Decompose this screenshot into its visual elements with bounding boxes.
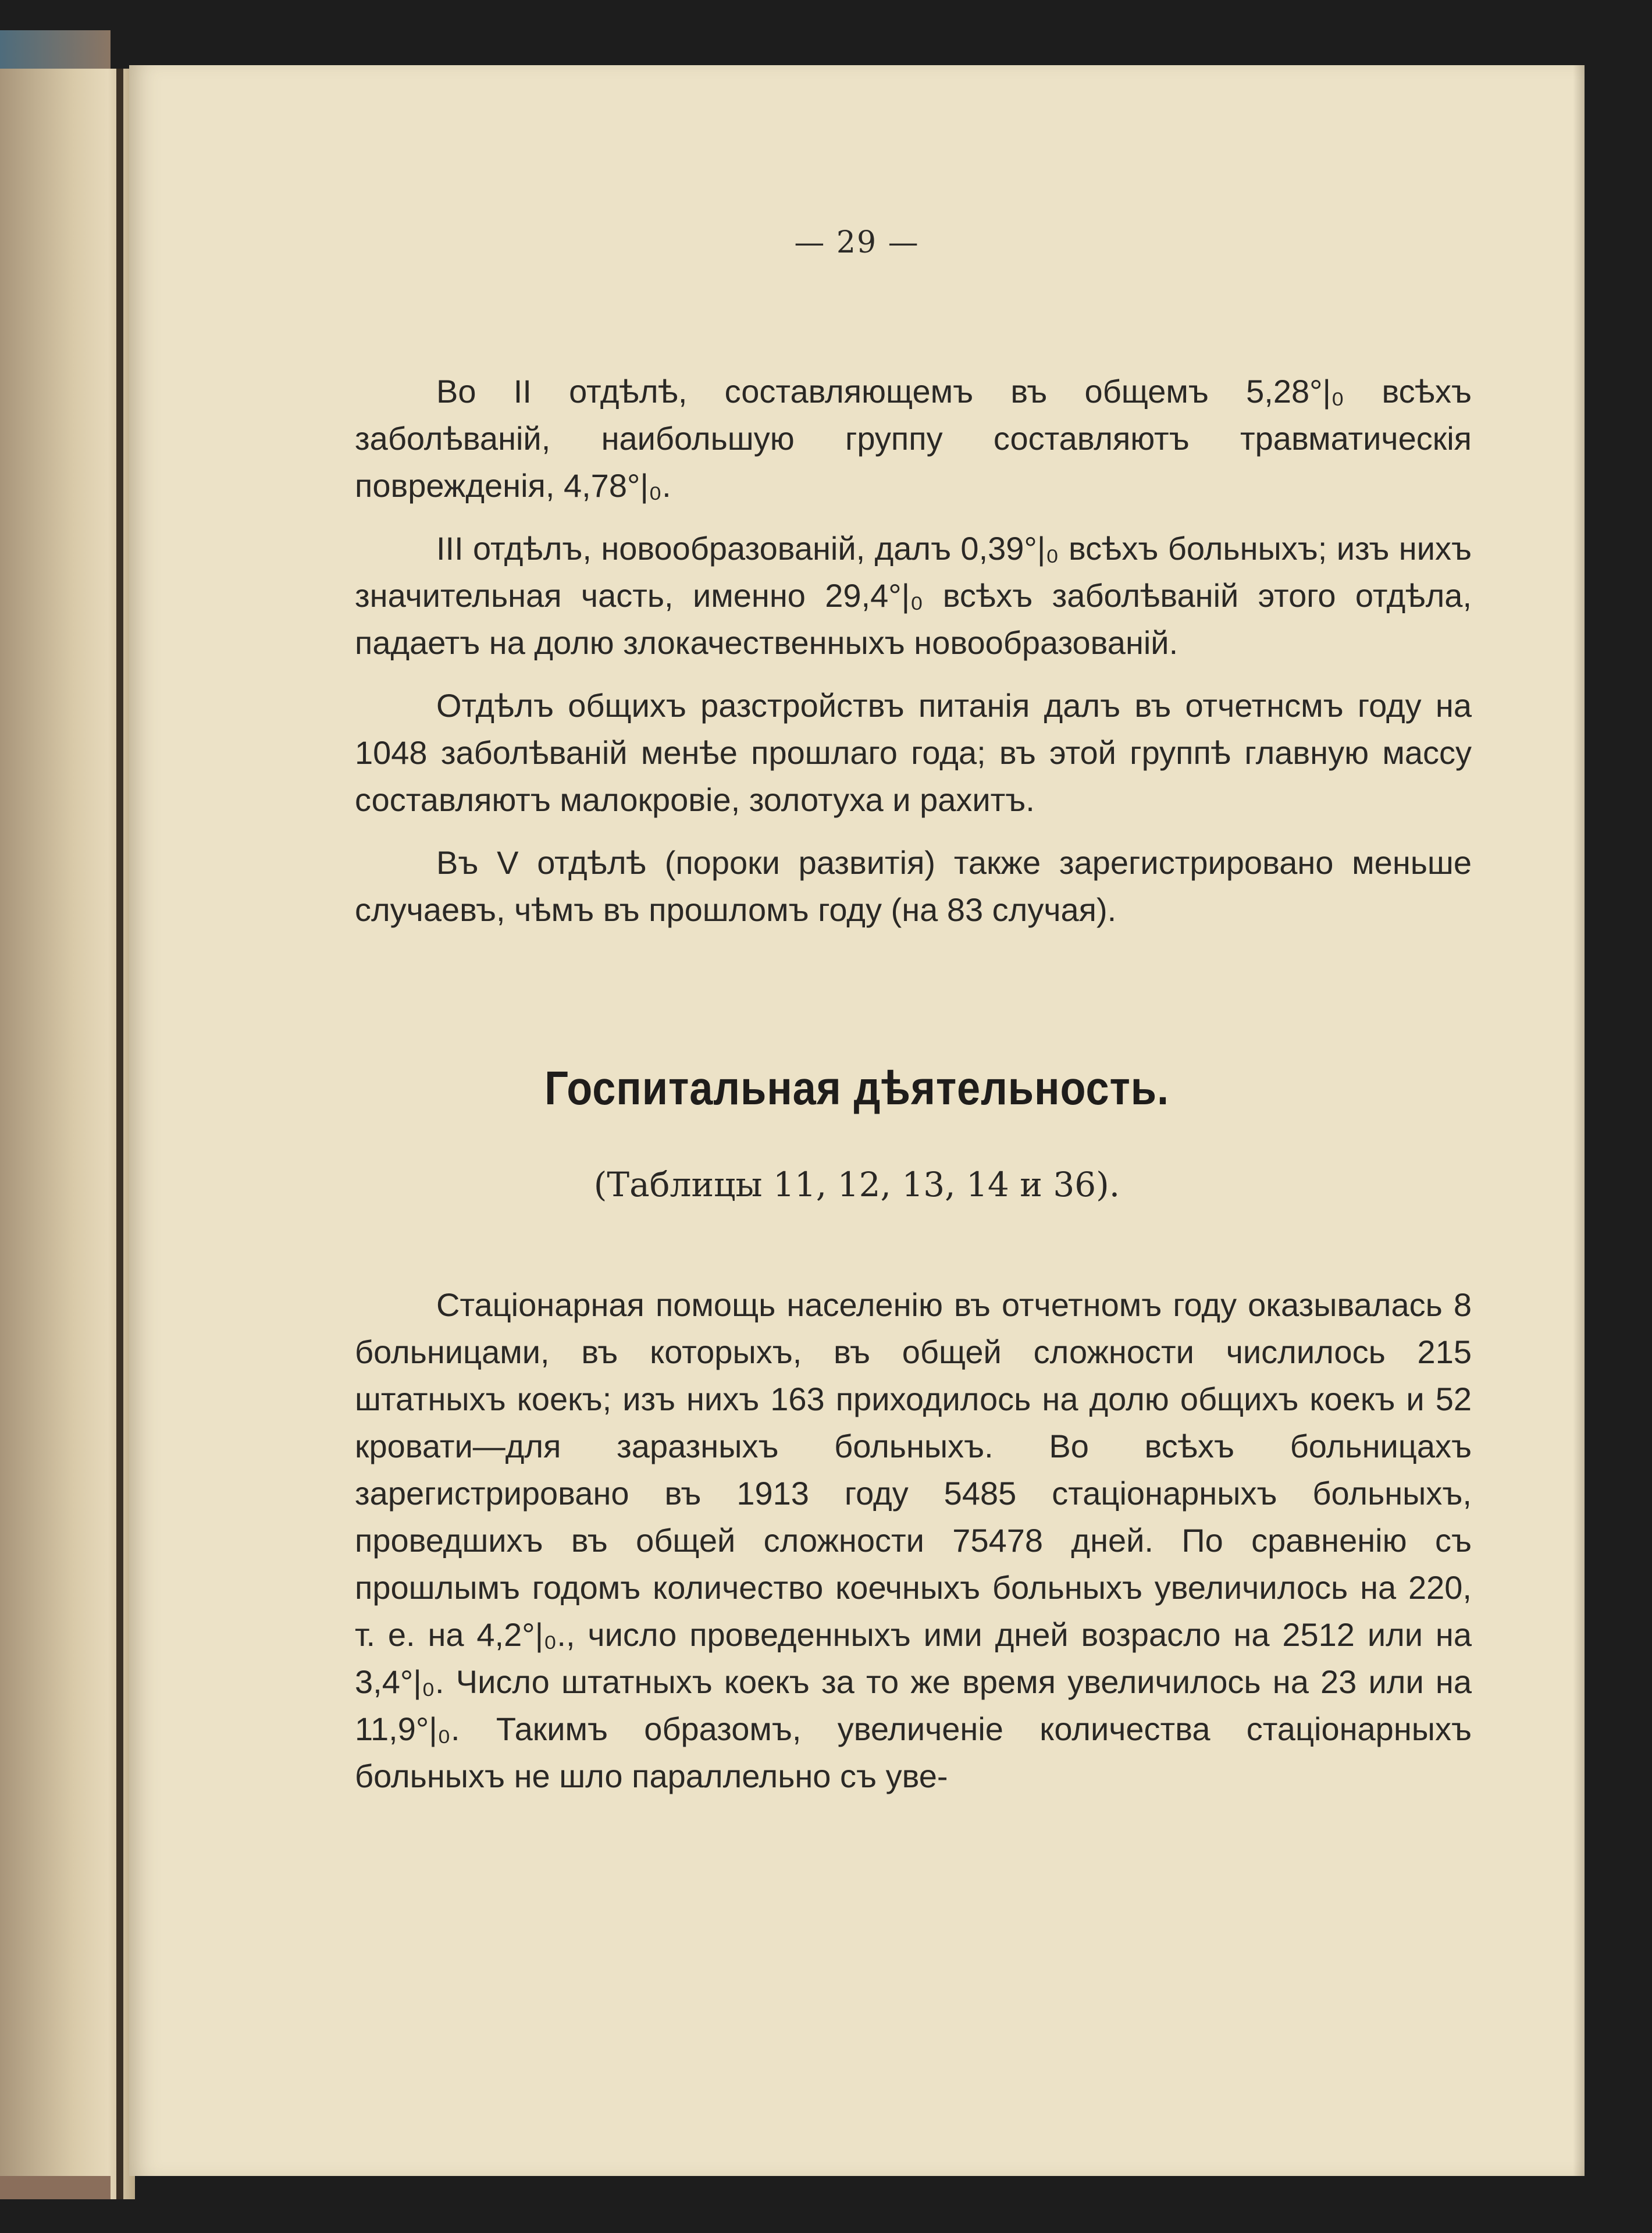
paragraph: Отдѣлъ общихъ разстройствъ питанія далъ въ отчетнсмъ году на 1048 заболѣваній менѣе прошлаго года; въ этой группѣ главную массу составляютъ малокровіе, золотуха и рахитъ. <box>355 687 1472 818</box>
paragraph: III отдѣлъ, новообразованій, далъ 0,39°|₀ всѣхъ больныхъ; изъ нихъ значительная часть, именно 29,4°|₀ всѣхъ заболѣваній этого отдѣла, падаетъ на долю злокачественныхъ новообразованій. <box>355 530 1472 661</box>
text-block-bottom <box>355 1281 1472 1800</box>
document-page <box>129 65 1585 2176</box>
text-block-top <box>355 368 1472 933</box>
section-subheading: (Таблицы 11, 12, 13, 14 и 36). <box>593 1165 1120 1204</box>
paragraph: Въ V отдѣлѣ (пороки развитія) также зарегистрировано меньше случаевъ, чѣмъ въ прошломъ году (на 83 случая). <box>355 844 1472 928</box>
facing-page-edge <box>0 69 135 2199</box>
page-number: — 29 — <box>794 225 920 260</box>
book-top-edge <box>0 30 111 69</box>
paragraph: Стаціонарная помощь населенію въ отчетномъ году оказывалась 8 больницами, въ которыхъ, въ общей сложности числилось 215 штатныхъ коекъ; изъ нихъ 163 приходилось на долю общихъ коекъ и 52 кровати—для заразныхъ больныхъ. Во всѣхъ больницахъ зарегистрировано въ 1913 году 5485 стаціонарныхъ больныхъ, проведшихъ въ общей сложности 75478 дней. По сравненію съ прошлымъ годомъ количество коечныхъ больныхъ увеличилось на 220, т. е. на 4,2°|₀., число проведенныхъ ими дней возрасло на 2512 или на 3,4°|₀. Число штатныхъ коекъ за то же время увеличилось на 23 или на 11,9°|₀. Такимъ образомъ, увеличеніе количества стаціонарныхъ больныхъ не шло параллельно съ уве- <box>355 1286 1472 1794</box>
book-spine <box>116 69 123 2199</box>
section-heading: Госпитальная дѣятельность. <box>544 1062 1169 1115</box>
paragraph: Во II отдѣлѣ, составляющемъ въ общемъ 5,28°|₀ всѣхъ заболѣваній, наибольшую группу составляютъ травматическія поврежденія, 4,78°|₀. <box>355 373 1472 504</box>
page-edge-shadow <box>1573 65 1585 2176</box>
book-bottom-edge <box>0 2176 111 2199</box>
